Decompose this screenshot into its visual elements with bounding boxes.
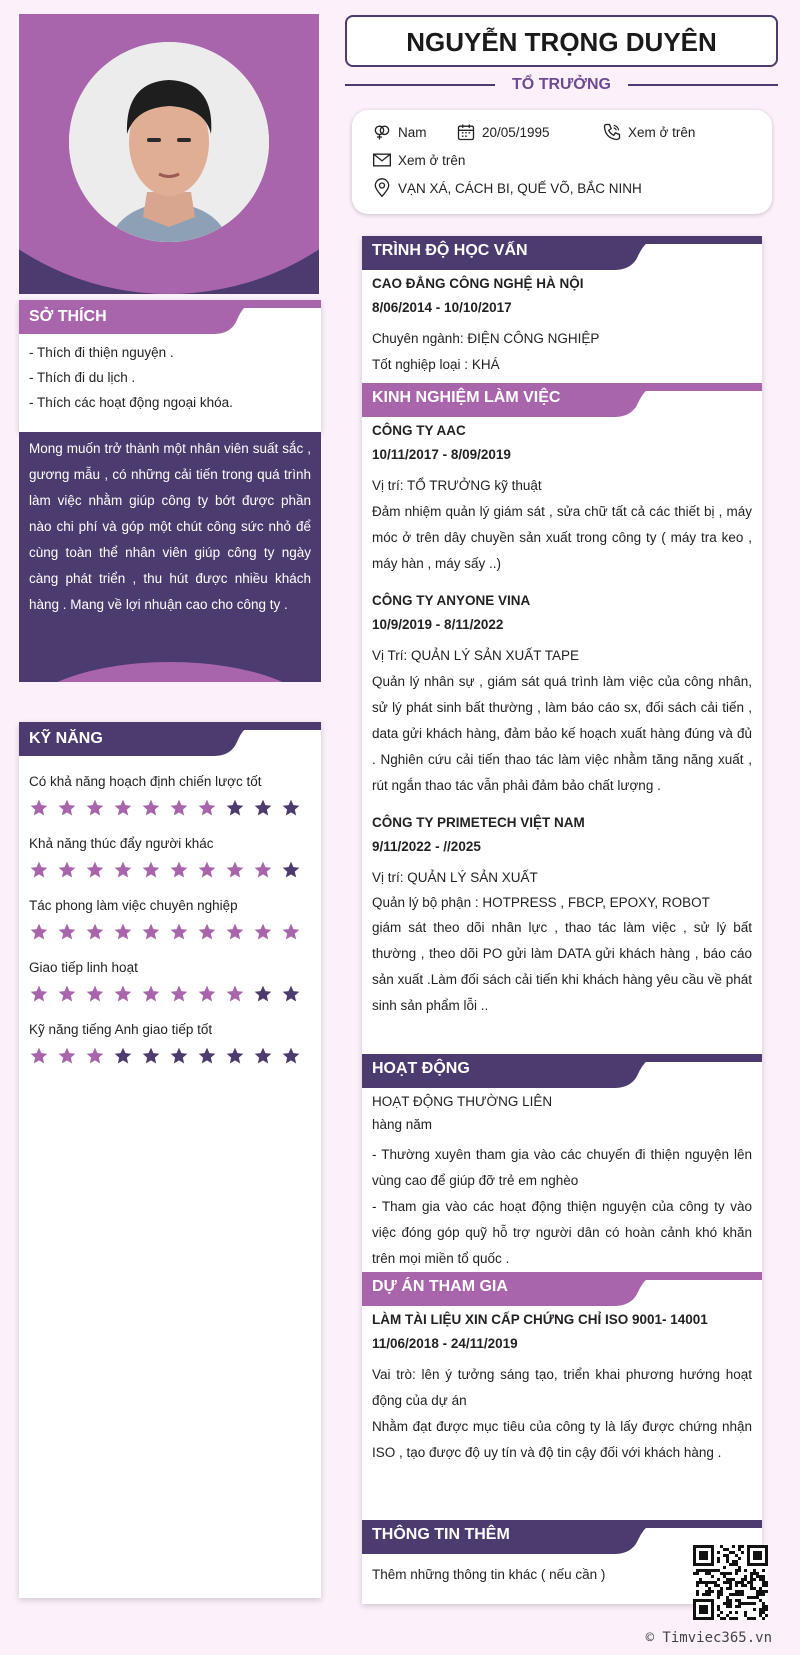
star-empty-icon (113, 1046, 133, 1066)
projects-section (362, 1272, 762, 1466)
job-description: Đảm nhiệm quản lý giám sát , sửa chữ tất cả các thiết bị , máy móc ở trên dây chuyền sản xuất trong công ty ( máy tra keo , máy hàn , máy sấy ..) (372, 504, 752, 571)
star-empty-icon (281, 984, 301, 1004)
list-item: - Thích đi thiện nguyện . (29, 345, 174, 360)
project-name: LÀM TÀI LIỆU XIN CẤP CHỨNG CHỈ ISO 9001- 14001 (372, 1312, 708, 1327)
skill-label: Có khả năng hoạch định chiến lược tốt (29, 774, 262, 789)
star-filled-icon (113, 798, 133, 818)
job-position: Vị trí: TỔ TRƯỞNG kỹ thuật (372, 478, 542, 493)
hobbies-list (19, 334, 321, 421)
star-empty-icon (225, 798, 245, 818)
skill-label: Tác phong làm việc chuyên nghiệp (29, 898, 238, 913)
star-filled-icon (113, 860, 133, 880)
education-section (362, 236, 762, 378)
skill-item (19, 772, 321, 818)
star-filled-icon (29, 984, 49, 1004)
star-empty-icon (169, 1046, 189, 1066)
full-name: NGUYỄN TRỌNG DUYÊN (406, 27, 717, 57)
contact-card (352, 110, 772, 214)
star-filled-icon (141, 798, 161, 818)
company-name: CÔNG TY PRIMETECH VIỆT NAM (372, 815, 585, 830)
list-item: - Thích đi du lịch . (29, 370, 136, 385)
objective-text: Mong muốn trở thành một nhân viên suất sắc , gương mẫu , có những cải tiến trong quá trình làm việc nhằm giúp công ty bớt được phần nào chi phí và góp một chút công sức nhỏ để cùng toàn thể nhân viên giúp công ty ngày càng phát triển , thu hút được nhiều khách hàng . Mang về lợi nhuận cao cho công ty . (29, 441, 311, 612)
star-empty-icon (141, 1046, 161, 1066)
star-filled-icon (29, 1046, 49, 1066)
hobbies-title: SỞ THÍCH (29, 308, 107, 325)
hobbies-header (19, 300, 321, 334)
star-filled-icon (253, 860, 273, 880)
experience-header (362, 383, 762, 417)
star-empty-icon (281, 798, 301, 818)
skill-item (19, 958, 321, 1004)
star-empty-icon (281, 860, 301, 880)
birthday-value: 20/05/1995 (482, 124, 550, 140)
education-major: Chuyên ngành: ĐIỆN CÔNG NGHIỆP (372, 331, 600, 346)
hobbies-section (19, 300, 321, 432)
star-filled-icon (169, 922, 189, 942)
skill-label: Khả năng thúc đẩy người khác (29, 836, 214, 851)
list-item: - Thích các hoạt động ngoại khóa. (29, 395, 233, 410)
activities-title: HOẠT ĐỘNG (372, 1060, 470, 1077)
name-box (345, 15, 778, 67)
star-filled-icon (113, 984, 133, 1004)
phone-row (602, 122, 695, 142)
star-filled-icon (57, 1046, 77, 1066)
email-icon (372, 150, 392, 170)
person-portrait-icon (69, 42, 269, 242)
star-filled-icon (225, 984, 245, 1004)
job-item (372, 589, 752, 799)
star-filled-icon (197, 922, 217, 942)
skill-label: Kỹ năng tiếng Anh giao tiếp tốt (29, 1022, 213, 1037)
skills-section (19, 722, 321, 1598)
star-filled-icon (253, 922, 273, 942)
job-item (372, 811, 752, 1019)
school-name: CAO ĐẲNG CÔNG NGHỆ HÀ NỘI (372, 276, 584, 291)
skills-title: KỸ NĂNG (29, 730, 103, 747)
skill-rating (29, 860, 311, 880)
job-period: 10/9/2019 - 8/11/2022 (372, 617, 504, 632)
star-filled-icon (141, 922, 161, 942)
star-filled-icon (57, 860, 77, 880)
job-item (372, 419, 752, 577)
more-info-text: Thêm những thông tin khác ( nếu cần ) (372, 1567, 606, 1582)
star-filled-icon (197, 798, 217, 818)
star-empty-icon (253, 984, 273, 1004)
star-filled-icon (225, 922, 245, 942)
list-item: - Tham gia vào các hoạt động thiện nguyện của công ty vào việc đóng góp quỹ hỗ trợ người dân có hoàn cảnh khó khăn trên mọi miền tổ quốc . (372, 1199, 752, 1266)
star-filled-icon (29, 798, 49, 818)
star-filled-icon (225, 860, 245, 880)
star-empty-icon (281, 1046, 301, 1066)
star-filled-icon (85, 798, 105, 818)
star-filled-icon (197, 984, 217, 1004)
star-empty-icon (253, 798, 273, 818)
star-filled-icon (169, 798, 189, 818)
star-filled-icon (113, 922, 133, 942)
star-filled-icon (169, 860, 189, 880)
star-empty-icon (253, 1046, 273, 1066)
star-filled-icon (57, 984, 77, 1004)
star-filled-icon (141, 860, 161, 880)
address-value: VẠN XÁ, CÁCH BI, QUẾ VÕ, BẮC NINH (398, 180, 642, 196)
education-period: 8/06/2014 - 10/10/2017 (372, 300, 512, 315)
email-value: Xem ở trên (398, 152, 466, 168)
company-name: CÔNG TY AAC (372, 423, 466, 438)
more-info-title: THÔNG TIN THÊM (372, 1526, 510, 1543)
projects-title: DỰ ÁN THAM GIA (372, 1278, 508, 1295)
star-filled-icon (29, 922, 49, 942)
email-row (372, 150, 465, 170)
address-row (372, 178, 642, 198)
skill-rating (29, 984, 311, 1004)
qr-code-icon (693, 1545, 768, 1620)
star-filled-icon (169, 984, 189, 1004)
activity-frequency: hàng năm (372, 1117, 433, 1132)
star-filled-icon (57, 922, 77, 942)
star-filled-icon (281, 922, 301, 942)
phone-icon (602, 122, 622, 142)
company-name: CÔNG TY ANYONE VINA (372, 593, 531, 608)
job-position: Vị trí: QUẢN LÝ SẢN XUẤT (372, 870, 538, 885)
experience-section (362, 383, 762, 1019)
star-filled-icon (85, 860, 105, 880)
qr-code (693, 1545, 768, 1620)
avatar (69, 42, 269, 242)
skill-item (19, 896, 321, 942)
skill-item (19, 1020, 321, 1066)
job-description: Quản lý nhân sự , giám sát quá trình làm việc của công nhân, sử lý phát sinh bất thường , làm báo cáo sx, đối sách cải tiến , data gửi khách hàng, đảm bảo kế hoạch xuất hàng đúng và đủ . Nghiên cứu cải tiến thao tác làm việc nhằm tăng năng xuất , rút ngắn thao tác vẫn phải đảm bảo chất lượng . (372, 674, 752, 793)
star-filled-icon (197, 860, 217, 880)
star-filled-icon (85, 1046, 105, 1066)
gender-row (372, 122, 427, 142)
job-description: giám sát theo dõi nhân lực , thao tác làm việc , sử lý bất thường , theo dõi PO gửi làm DATA gửi khách hàng , báo cáo sản xuất .Làm đối sách cải tiến khi khách hàng yêu cầu về phát sinh sản phẩm lỗi .. (372, 920, 752, 1013)
project-period: 11/06/2018 - 24/11/2019 (372, 1336, 518, 1351)
job-title: TỔ TRƯỞNG (512, 76, 611, 93)
location-pin-icon (372, 178, 392, 198)
job-department: Quản lý bộ phận : HOTPRESS , FBCP, EPOXY, ROBOT (372, 895, 710, 910)
job-period: 9/11/2022 - //2025 (372, 839, 481, 854)
projects-header (362, 1272, 762, 1306)
gender-icon (372, 122, 392, 142)
job-period: 10/11/2017 - 8/09/2019 (372, 447, 511, 462)
profile-photo-panel (19, 14, 319, 294)
project-role: Vai trò: lên ý tưởng sáng tạo, triển khai phương hướng hoạt động của dự án (372, 1367, 752, 1408)
skill-label: Giao tiếp linh hoạt (29, 960, 138, 975)
footer-credit: © Timviec365.vn (645, 1630, 772, 1646)
education-title: TRÌNH ĐỘ HỌC VẤN (372, 242, 528, 259)
job-title-line (345, 72, 778, 98)
skill-rating (29, 1046, 311, 1066)
gender-value: Nam (398, 124, 427, 140)
star-empty-icon (197, 1046, 217, 1066)
list-item: - Thường xuyên tham gia vào các chuyến đi thiện nguyện lên vùng cao để giúp đỡ trẻ em nghèo (372, 1147, 752, 1188)
star-filled-icon (57, 798, 77, 818)
star-filled-icon (141, 984, 161, 1004)
star-filled-icon (85, 984, 105, 1004)
star-filled-icon (85, 922, 105, 942)
skill-rating (29, 798, 311, 818)
activities-header (362, 1054, 762, 1088)
skill-rating (29, 922, 311, 942)
education-grade: Tốt nghiệp loại : KHÁ (372, 357, 500, 372)
activities-section (362, 1054, 762, 1272)
phone-value: Xem ở trên (628, 124, 696, 140)
experience-title: KINH NGHIỆM LÀM VIỆC (372, 389, 561, 406)
star-filled-icon (29, 860, 49, 880)
activity-name: HOẠT ĐỘNG THƯỜNG LIÊN (372, 1094, 553, 1109)
job-position: Vị Trí: QUẢN LÝ SẢN XUẤT TAPE (372, 648, 580, 663)
star-empty-icon (225, 1046, 245, 1066)
education-header (362, 236, 762, 270)
career-objective (19, 432, 321, 682)
birthday-row (456, 122, 550, 142)
skill-item (19, 834, 321, 880)
skills-list (19, 772, 321, 1066)
skills-header (19, 722, 321, 756)
project-description: Nhằm đạt được mục tiêu của công ty là lấy được chứng nhận ISO , tạo được độ uy tín và độ tin cậy đối với khách hàng . (372, 1419, 752, 1460)
main-content (362, 236, 762, 1604)
calendar-icon (456, 122, 476, 142)
